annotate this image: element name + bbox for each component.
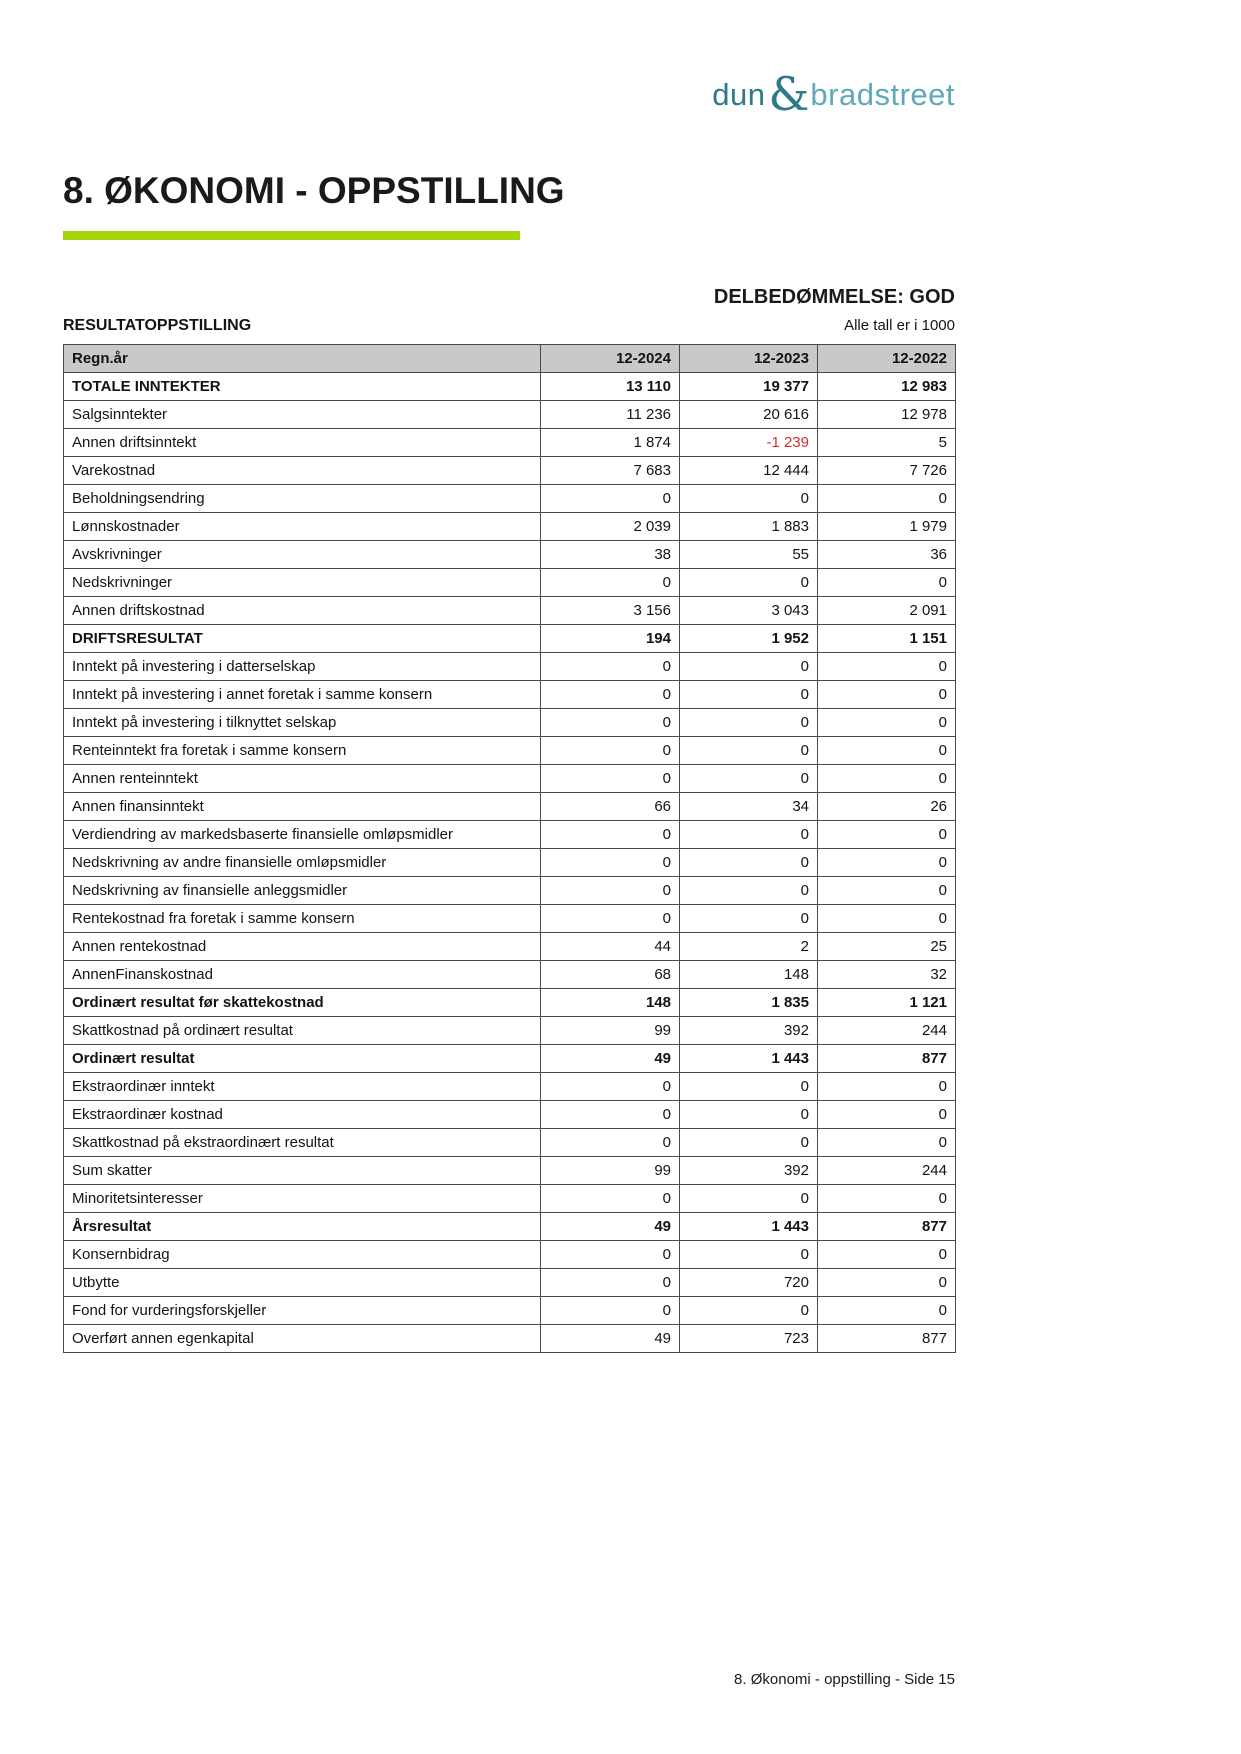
row-value: 0: [541, 821, 680, 849]
row-value: 7 683: [541, 457, 680, 485]
table-row: [64, 933, 956, 961]
row-label: Rentekostnad fra foretak i samme konsern: [64, 905, 541, 933]
row-label: Overført annen egenkapital: [64, 1325, 541, 1353]
row-value: 49: [541, 1045, 680, 1073]
row-value: 26: [818, 793, 956, 821]
row-label: TOTALE INNTEKTER: [64, 373, 541, 401]
column-header-year: 12-2024: [541, 345, 680, 373]
row-value: 12 444: [680, 457, 818, 485]
row-label: Ekstraordinær kostnad: [64, 1101, 541, 1129]
row-value: 148: [541, 989, 680, 1017]
row-value: 99: [541, 1157, 680, 1185]
row-value: 0: [541, 1269, 680, 1297]
table-row: [64, 709, 956, 737]
row-value: 32: [818, 961, 956, 989]
table-row: [64, 429, 956, 457]
table-row: [64, 905, 956, 933]
row-label: Utbytte: [64, 1269, 541, 1297]
row-label: Verdiendring av markedsbaserte finansielle omløpsmidler: [64, 821, 541, 849]
row-value: 0: [818, 765, 956, 793]
row-value: 66: [541, 793, 680, 821]
title-underline-bar: [63, 231, 520, 240]
row-value: 0: [680, 877, 818, 905]
row-value: 11 236: [541, 401, 680, 429]
row-value: 0: [541, 905, 680, 933]
row-value: 0: [541, 1241, 680, 1269]
row-value: 392: [680, 1017, 818, 1045]
row-label: Beholdningsendring: [64, 485, 541, 513]
row-value: 0: [680, 1129, 818, 1157]
row-label: Varekostnad: [64, 457, 541, 485]
row-value: 0: [818, 821, 956, 849]
logo-text-dun: dun: [712, 77, 766, 112]
row-value: 1 883: [680, 513, 818, 541]
units-note: Alle tall er i 1000: [844, 317, 955, 334]
row-label: Lønnskostnader: [64, 513, 541, 541]
row-value: 720: [680, 1269, 818, 1297]
row-value: 0: [680, 905, 818, 933]
row-label: Annen rentekostnad: [64, 933, 541, 961]
row-value: 0: [680, 569, 818, 597]
row-value: 877: [818, 1045, 956, 1073]
row-value: 0: [680, 849, 818, 877]
row-value: 0: [818, 877, 956, 905]
row-value: 0: [541, 765, 680, 793]
row-label: Inntekt på investering i datterselskap: [64, 653, 541, 681]
table-row: [64, 485, 956, 513]
row-value: 244: [818, 1157, 956, 1185]
table-row: [64, 569, 956, 597]
row-value: 148: [680, 961, 818, 989]
table-row: [64, 1157, 956, 1185]
table-row: [64, 513, 956, 541]
row-label: Inntekt på investering i annet foretak i samme konsern: [64, 681, 541, 709]
table-row: [64, 877, 956, 905]
row-value: 723: [680, 1325, 818, 1353]
row-value: 0: [680, 709, 818, 737]
row-value: 44: [541, 933, 680, 961]
row-label: Nedskrivninger: [64, 569, 541, 597]
row-label: Skattkostnad på ekstraordinært resultat: [64, 1129, 541, 1157]
row-value: 13 110: [541, 373, 680, 401]
row-value: 0: [541, 1073, 680, 1101]
row-value: 0: [818, 1073, 956, 1101]
row-label: AnnenFinanskostnad: [64, 961, 541, 989]
row-value: -1 239: [680, 429, 818, 457]
row-label: Årsresultat: [64, 1213, 541, 1241]
row-value: 0: [541, 737, 680, 765]
logo-ampersand-icon: &: [768, 67, 810, 121]
row-label: Ordinært resultat: [64, 1045, 541, 1073]
table-row: [64, 765, 956, 793]
row-value: 0: [680, 737, 818, 765]
row-value: 0: [818, 1241, 956, 1269]
table-row: [64, 849, 956, 877]
row-label: Annen driftskostnad: [64, 597, 541, 625]
row-value: 2 039: [541, 513, 680, 541]
row-value: 0: [541, 485, 680, 513]
table-row: [64, 681, 956, 709]
table-row: [64, 1185, 956, 1213]
row-value: 0: [541, 681, 680, 709]
income-statement-table: [63, 344, 956, 1353]
row-label: Sum skatter: [64, 1157, 541, 1185]
row-value: 1 443: [680, 1045, 818, 1073]
table-row: [64, 401, 956, 429]
row-value: 5: [818, 429, 956, 457]
table-row: [64, 1073, 956, 1101]
row-value: 0: [818, 653, 956, 681]
row-value: 0: [680, 653, 818, 681]
row-value: 0: [818, 1269, 956, 1297]
row-value: 19 377: [680, 373, 818, 401]
table-row: [64, 457, 956, 485]
row-value: 194: [541, 625, 680, 653]
row-label: Inntekt på investering i tilknyttet selskap: [64, 709, 541, 737]
table-row: [64, 597, 956, 625]
row-label: Ekstraordinær inntekt: [64, 1073, 541, 1101]
row-value: 68: [541, 961, 680, 989]
row-label: Minoritetsinteresser: [64, 1185, 541, 1213]
row-value: 0: [680, 1241, 818, 1269]
row-value: 12 978: [818, 401, 956, 429]
row-value: 0: [818, 485, 956, 513]
row-value: 55: [680, 541, 818, 569]
row-value: 0: [680, 681, 818, 709]
row-value: 244: [818, 1017, 956, 1045]
table-row: [64, 1017, 956, 1045]
table-row: [64, 961, 956, 989]
table-header-row: [64, 345, 956, 373]
row-label: Nedskrivning av finansielle anleggsmidler: [64, 877, 541, 905]
row-value: 2: [680, 933, 818, 961]
row-value: 877: [818, 1213, 956, 1241]
row-value: 0: [818, 1101, 956, 1129]
table-row: [64, 1129, 956, 1157]
row-value: 0: [541, 1185, 680, 1213]
row-value: 0: [818, 569, 956, 597]
row-value: 1 121: [818, 989, 956, 1017]
row-label: Fond for vurderingsforskjeller: [64, 1297, 541, 1325]
row-value: 20 616: [680, 401, 818, 429]
table-row: [64, 1269, 956, 1297]
row-value: 392: [680, 1157, 818, 1185]
page-title: 8. ØKONOMI - OPPSTILLING: [63, 170, 565, 211]
logo-text-bradstreet: bradstreet: [810, 77, 955, 112]
table-row: [64, 625, 956, 653]
row-label: Ordinært resultat før skattekostnad: [64, 989, 541, 1017]
row-label: Avskrivninger: [64, 541, 541, 569]
row-value: 2 091: [818, 597, 956, 625]
row-value: 0: [818, 709, 956, 737]
table-row: [64, 541, 956, 569]
row-value: 0: [541, 1297, 680, 1325]
row-value: 0: [680, 1185, 818, 1213]
row-value: 0: [680, 821, 818, 849]
row-value: 12 983: [818, 373, 956, 401]
row-value: 0: [541, 1129, 680, 1157]
table-row: [64, 793, 956, 821]
row-label: Annen renteinntekt: [64, 765, 541, 793]
row-value: 34: [680, 793, 818, 821]
page-footer: 8. Økonomi - oppstilling - Side 15: [734, 1671, 955, 1688]
row-value: 0: [818, 849, 956, 877]
row-value: 0: [818, 1297, 956, 1325]
row-value: 877: [818, 1325, 956, 1353]
row-value: 0: [818, 905, 956, 933]
row-value: 1 952: [680, 625, 818, 653]
table-row: [64, 1297, 956, 1325]
row-value: 3 156: [541, 597, 680, 625]
row-value: 0: [818, 737, 956, 765]
row-value: 0: [680, 1073, 818, 1101]
row-value: 99: [541, 1017, 680, 1045]
section-title: RESULTATOPPSTILLING: [63, 317, 252, 334]
table-row: [64, 1325, 956, 1353]
table-row: [64, 737, 956, 765]
column-header-label: Regn.år: [64, 345, 541, 373]
table-row: [64, 1241, 956, 1269]
dun-bradstreet-logo: [712, 66, 955, 121]
row-value: 38: [541, 541, 680, 569]
row-value: 1 874: [541, 429, 680, 457]
column-header-year: 12-2023: [680, 345, 818, 373]
row-value: 0: [818, 1185, 956, 1213]
row-value: 3 043: [680, 597, 818, 625]
row-label: Konsernbidrag: [64, 1241, 541, 1269]
row-value: 1 443: [680, 1213, 818, 1241]
row-label: DRIFTSRESULTAT: [64, 625, 541, 653]
table-row: [64, 1045, 956, 1073]
row-value: 0: [680, 1101, 818, 1129]
row-value: 0: [818, 681, 956, 709]
column-header-year: 12-2022: [818, 345, 956, 373]
row-value: 1 835: [680, 989, 818, 1017]
row-label: Annen driftsinntekt: [64, 429, 541, 457]
row-value: 36: [818, 541, 956, 569]
row-value: 25: [818, 933, 956, 961]
row-label: Renteinntekt fra foretak i samme konsern: [64, 737, 541, 765]
row-value: 0: [541, 849, 680, 877]
row-label: Skattkostnad på ordinært resultat: [64, 1017, 541, 1045]
row-value: 0: [541, 653, 680, 681]
row-value: 49: [541, 1213, 680, 1241]
table-row: [64, 653, 956, 681]
assessment-label: DELBEDØMMELSE: GOD: [713, 286, 955, 308]
row-value: 0: [541, 877, 680, 905]
row-value: 1 151: [818, 625, 956, 653]
table-row: [64, 989, 956, 1017]
table-row: [64, 373, 956, 401]
row-value: 0: [680, 485, 818, 513]
row-value: 0: [680, 1297, 818, 1325]
table-meta-row: [63, 317, 955, 335]
row-value: 0: [541, 569, 680, 597]
row-value: 7 726: [818, 457, 956, 485]
row-value: 0: [541, 1101, 680, 1129]
table-row: [64, 1101, 956, 1129]
row-label: Annen finansinntekt: [64, 793, 541, 821]
row-label: Nedskrivning av andre finansielle omløpsmidler: [64, 849, 541, 877]
row-value: 1 979: [818, 513, 956, 541]
row-value: 0: [680, 765, 818, 793]
row-value: 0: [541, 709, 680, 737]
row-label: Salgsinntekter: [64, 401, 541, 429]
row-value: 49: [541, 1325, 680, 1353]
table-row: [64, 821, 956, 849]
row-value: 0: [818, 1129, 956, 1157]
table-row: [64, 1213, 956, 1241]
